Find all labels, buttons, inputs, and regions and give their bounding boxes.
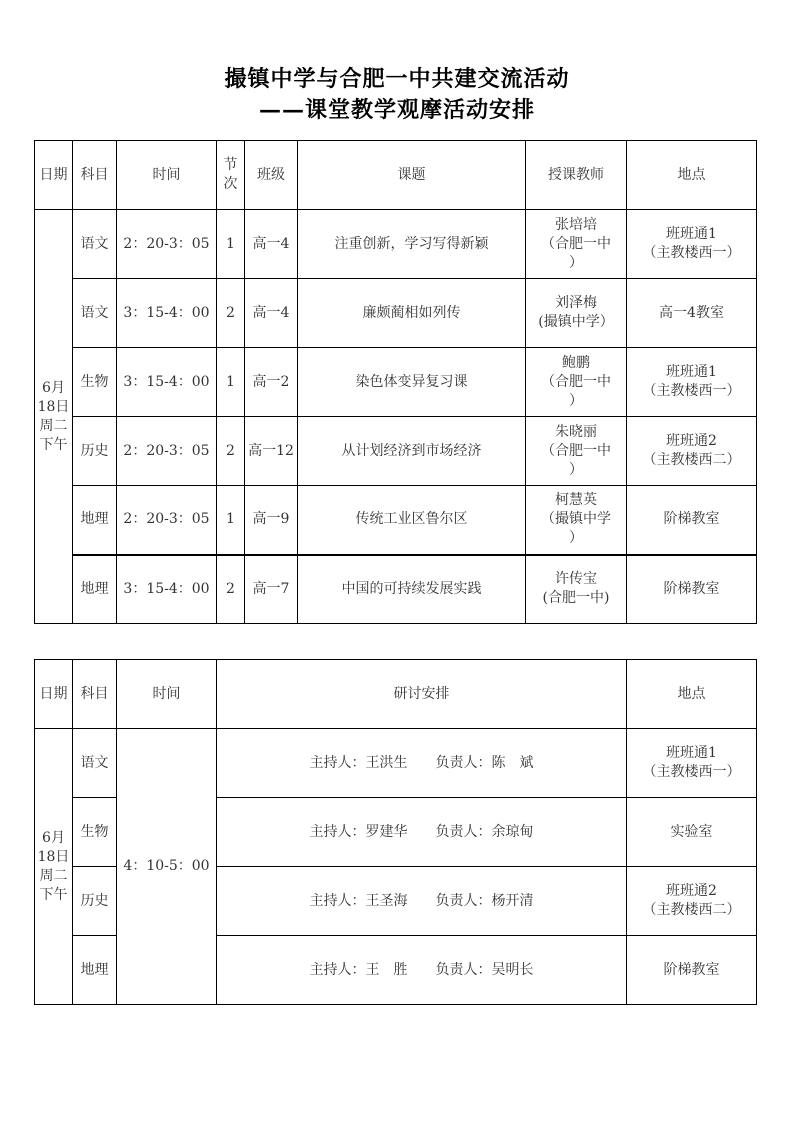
table-header-row (35, 141, 757, 210)
place-line1: 班班通2 (666, 883, 717, 899)
teacher-cell (526, 210, 627, 279)
header-place: 地点 (627, 660, 757, 729)
arrangement-cell: 主持人：罗建华 负责人：余琼甸 (217, 798, 627, 867)
place-line2: （主教楼西一） (642, 764, 741, 780)
place-cell (627, 417, 757, 486)
place-line2: （主教楼西一） (642, 245, 741, 261)
teacher-school-end: ） (569, 254, 583, 271)
header-teacher: 授课教师 (526, 141, 627, 210)
document-title: 撮镇中学与合肥一中共建交流活动 (224, 66, 570, 92)
header-date: 日期 (35, 660, 73, 729)
arrangement-cell: 主持人：王洪生 负责人：陈 斌 (217, 729, 627, 798)
teacher-name: 刘泽梅 (555, 295, 597, 311)
teacher-name: 许传宝 (555, 571, 597, 588)
teacher-name: 朱晓丽 (555, 423, 597, 440)
table-row (35, 555, 757, 624)
teacher-cell (526, 555, 627, 624)
teacher-school-end: ） (569, 461, 583, 478)
period-cell: 2 (217, 555, 245, 624)
class-cell: 高一7 (245, 555, 298, 624)
date-cell (35, 729, 73, 1005)
date-period: 下午 (39, 886, 68, 903)
place-line1: 阶梯教室 (663, 580, 720, 597)
place-cell (627, 936, 757, 1005)
subject-cell: 生物 (73, 348, 117, 417)
time-cell: 2：20-3：05 (117, 210, 217, 279)
teacher-school: （合肥一中 (541, 373, 611, 390)
place-line1: 班班通1 (666, 226, 717, 242)
seminar-schedule-table (34, 659, 757, 1005)
teacher-cell (526, 486, 627, 555)
table-row (35, 348, 757, 417)
subject-cell: 语文 (73, 729, 117, 798)
date-period: 下午 (39, 436, 68, 453)
table-row (35, 729, 757, 798)
date-month: 6月 (42, 379, 65, 396)
time-cell: 2：20-3：05 (117, 417, 217, 486)
header-place: 地点 (627, 141, 757, 210)
topic-cell: 廉颇蔺相如列传 (298, 279, 526, 348)
subject-cell: 历史 (73, 417, 117, 486)
place-line1: 高一4教室 (659, 304, 724, 321)
header-class: 班级 (245, 141, 298, 210)
date-month: 6月 (42, 829, 65, 846)
place-line1: 班班通1 (666, 745, 717, 761)
class-cell: 高一2 (245, 348, 298, 417)
place-cell (627, 348, 757, 417)
place-cell (627, 798, 757, 867)
class-cell: 高一4 (245, 210, 298, 279)
place-cell (627, 867, 757, 936)
place-line1: 阶梯教室 (663, 961, 720, 978)
period-cell: 2 (217, 417, 245, 486)
teacher-name: 柯慧英 (555, 492, 597, 509)
subject-cell: 地理 (73, 936, 117, 1005)
subject-cell: 语文 (73, 279, 117, 348)
subject-cell: 生物 (73, 798, 117, 867)
header-period (217, 141, 245, 210)
teacher-school-end: ） (569, 392, 583, 409)
place-cell (627, 555, 757, 624)
place-line2: （主教楼西一） (642, 383, 741, 399)
place-cell (627, 486, 757, 555)
header-topic: 课题 (298, 141, 526, 210)
subject-cell: 历史 (73, 867, 117, 936)
period-cell: 1 (217, 348, 245, 417)
teacher-cell (526, 348, 627, 417)
table-row (35, 210, 757, 279)
time-cell: 2：20-3：05 (117, 486, 217, 555)
time-cell: 3：15-4：00 (117, 348, 217, 417)
header-time: 时间 (117, 660, 217, 729)
date-day: 18日 (37, 848, 70, 865)
teacher-name: 张培培 (555, 216, 597, 233)
teacher-school: (合肥一中) (542, 590, 610, 607)
table-row (35, 417, 757, 486)
subject-cell: 语文 (73, 210, 117, 279)
place-line2: （主教楼西二） (642, 902, 741, 918)
place-line1: 实验室 (670, 823, 713, 840)
table-row (35, 279, 757, 348)
subject-cell: 地理 (73, 486, 117, 555)
header-arrangement: 研讨安排 (217, 660, 627, 729)
date-weekday: 周二 (39, 867, 68, 884)
arrangement-cell: 主持人：王 胜 负责人：吴明长 (217, 936, 627, 1005)
topic-cell: 注重创新，学习写得新颖 (298, 210, 526, 279)
header-subject: 科目 (73, 660, 117, 729)
teacher-school: （合肥一中 (541, 235, 611, 252)
topic-cell: 从计划经济到市场经济 (298, 417, 526, 486)
date-weekday: 周二 (39, 417, 68, 434)
document-subtitle: ——课堂教学观摩活动安排 (258, 97, 535, 123)
teacher-school: （合肥一中 (541, 442, 611, 459)
table-row (35, 486, 757, 555)
header-date: 日期 (35, 141, 73, 210)
period-cell: 2 (217, 279, 245, 348)
place-cell (627, 279, 757, 348)
period-cell: 1 (217, 210, 245, 279)
date-cell (35, 210, 73, 624)
time-cell: 3：15-4：00 (117, 279, 217, 348)
teacher-school: (撮镇中学） (538, 314, 614, 330)
class-cell: 高一9 (245, 486, 298, 555)
header-period-line1: 节 (223, 157, 238, 173)
date-day: 18日 (37, 398, 70, 415)
teacher-name: 鲍鹏 (562, 354, 590, 371)
place-line1: 班班通2 (666, 433, 717, 449)
header-subject: 科目 (73, 141, 117, 210)
topic-cell: 中国的可持续发展实践 (298, 555, 526, 624)
place-cell (627, 729, 757, 798)
subject-cell: 地理 (73, 555, 117, 624)
time-cell: 3：15-4：00 (117, 555, 217, 624)
teacher-school-end: ） (569, 530, 583, 547)
lesson-schedule-table (34, 140, 757, 624)
place-line2: （主教楼西二） (642, 452, 741, 468)
arrangement-cell: 主持人：王圣海 负责人：杨开清 (217, 867, 627, 936)
teacher-cell (526, 279, 627, 348)
class-cell: 高一12 (245, 417, 298, 486)
place-cell (627, 210, 757, 279)
period-cell: 1 (217, 486, 245, 555)
teacher-school: （撮镇中学 (541, 511, 611, 528)
place-line1: 阶梯教室 (663, 511, 720, 528)
header-time: 时间 (117, 141, 217, 210)
topic-cell: 染色体变异复习课 (298, 348, 526, 417)
teacher-cell (526, 417, 627, 486)
class-cell: 高一4 (245, 279, 298, 348)
header-period-line2: 次 (223, 176, 238, 192)
topic-cell: 传统工业区鲁尔区 (298, 486, 526, 555)
table-header-row (35, 660, 757, 729)
place-line1: 班班通1 (666, 364, 717, 380)
time-cell: 4：10-5：00 (117, 729, 217, 1005)
